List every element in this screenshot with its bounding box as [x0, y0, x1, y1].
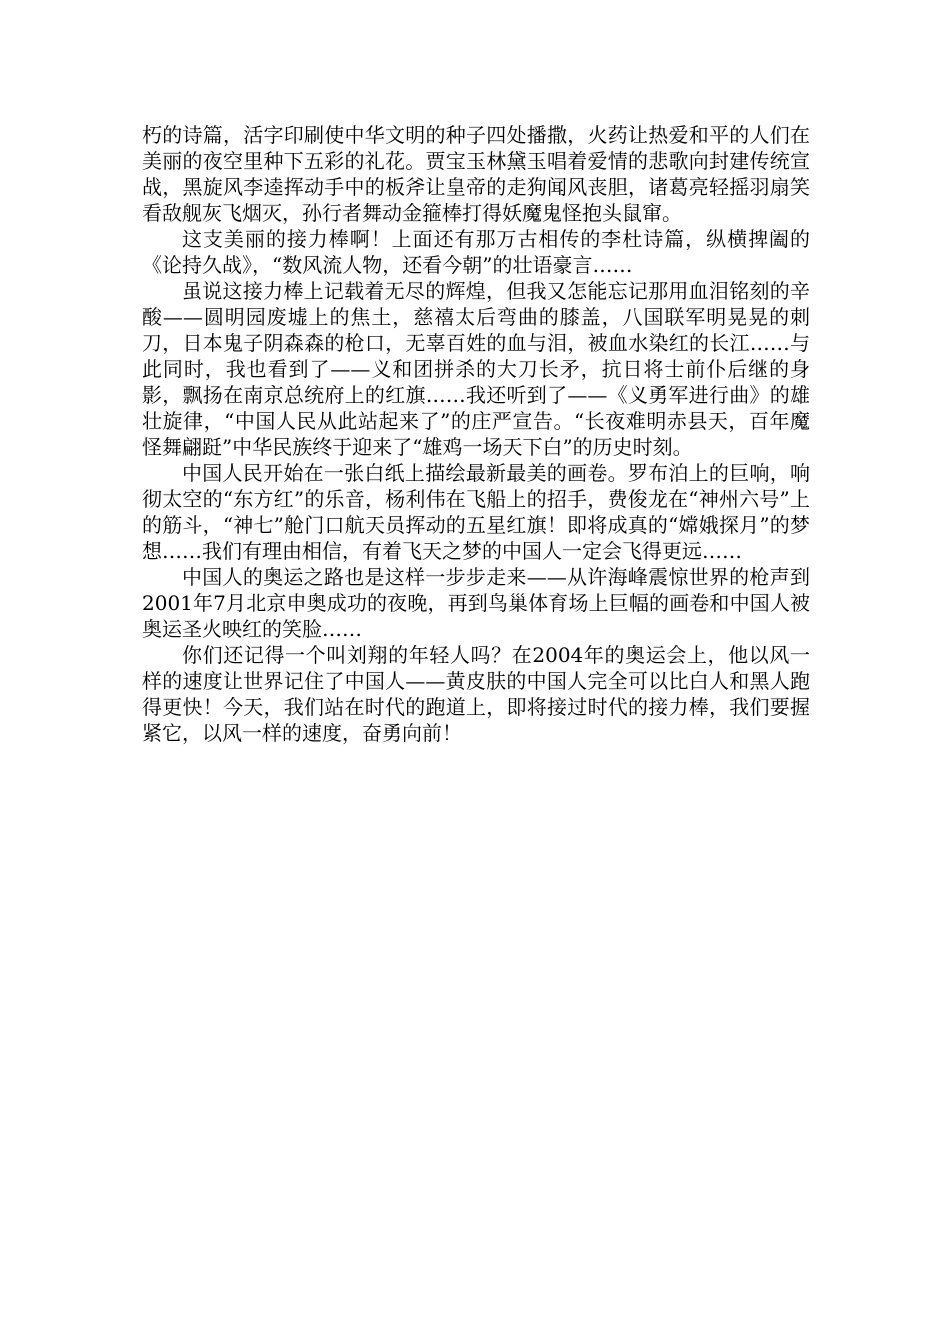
- paragraph-1: 朽的诗篇，活字印刷使中华文明的种子四处播撒，火药让热爱和平的人们在美丽的夜空里种下五彩的礼花。贾宝玉林黛玉唱着爱情的悲歌向封建传统宣战，黑旋风李逵挥动手中的板斧让皇帝的走狗闻风丧胆，诸葛亮轻摇羽扇笑看敌舰灰飞烟灭，孙行者舞动金箍棒打得妖魔鬼怪抱头鼠窜。: [142, 123, 810, 225]
- paragraph-6: 你们还记得一个叫刘翔的年轻人吗？在2004年的奥运会上，他以风一样的速度让世界记住了中国人——黄皮肤的中国人完全可以比白人和黑人跑得更快！今天，我们站在时代的跑道上，即将接过时代的接力棒，我们要握紧它，以风一样的速度，奋勇向前！: [142, 643, 810, 745]
- paragraph-3: 虽说这接力棒上记载着无尽的辉煌，但我又怎能忘记那用血泪铭刻的辛酸——圆明园废墟上的焦土，慈禧太后弯曲的膝盖，八国联军明晃晃的刺刀，日本鬼子阴森森的枪口，无辜百姓的血与泪，被血水染红的长江……与此同时，我也看到了——义和团拼杀的大刀长矛，抗日将士前仆后继的身影，飘扬在南京总统府上的红旗……我还听到了——《义勇军进行曲》的雄壮旋律，“中国人民从此站起来了”的庄严宣告。“长夜难明赤县天，百年魔怪舞翩跹”中华民族终于迎来了“雄鸡一场天下白”的历史时刻。: [142, 279, 810, 459]
- body-text: [142, 122, 810, 746]
- paragraph-2: 这支美丽的接力棒啊！上面还有那万古相传的李杜诗篇，纵横捭阖的《论持久战》，“数风流人物，还看今朝”的壮语豪言……: [142, 227, 810, 277]
- paragraph-4: 中国人民开始在一张白纸上描绘最新最美的画卷。罗布泊上的巨响，响彻太空的“东方红”的乐音，杨利伟在飞船上的招手，费俊龙在“神州六号”上的筋斗，“神七”舱门口航天员挥动的五星红旗！即将成真的“嫦娥探月”的梦想……我们有理由相信，有着飞天之梦的中国人一定会飞得更远……: [142, 461, 810, 563]
- paragraph-5: 中国人的奥运之路也是这样一步步走来——从许海峰震惊世界的枪声到2001年7月北京申奥成功的夜晚，再到鸟巢体育场上巨幅的画卷和中国人被奥运圣火映红的笑脸……: [142, 565, 810, 641]
